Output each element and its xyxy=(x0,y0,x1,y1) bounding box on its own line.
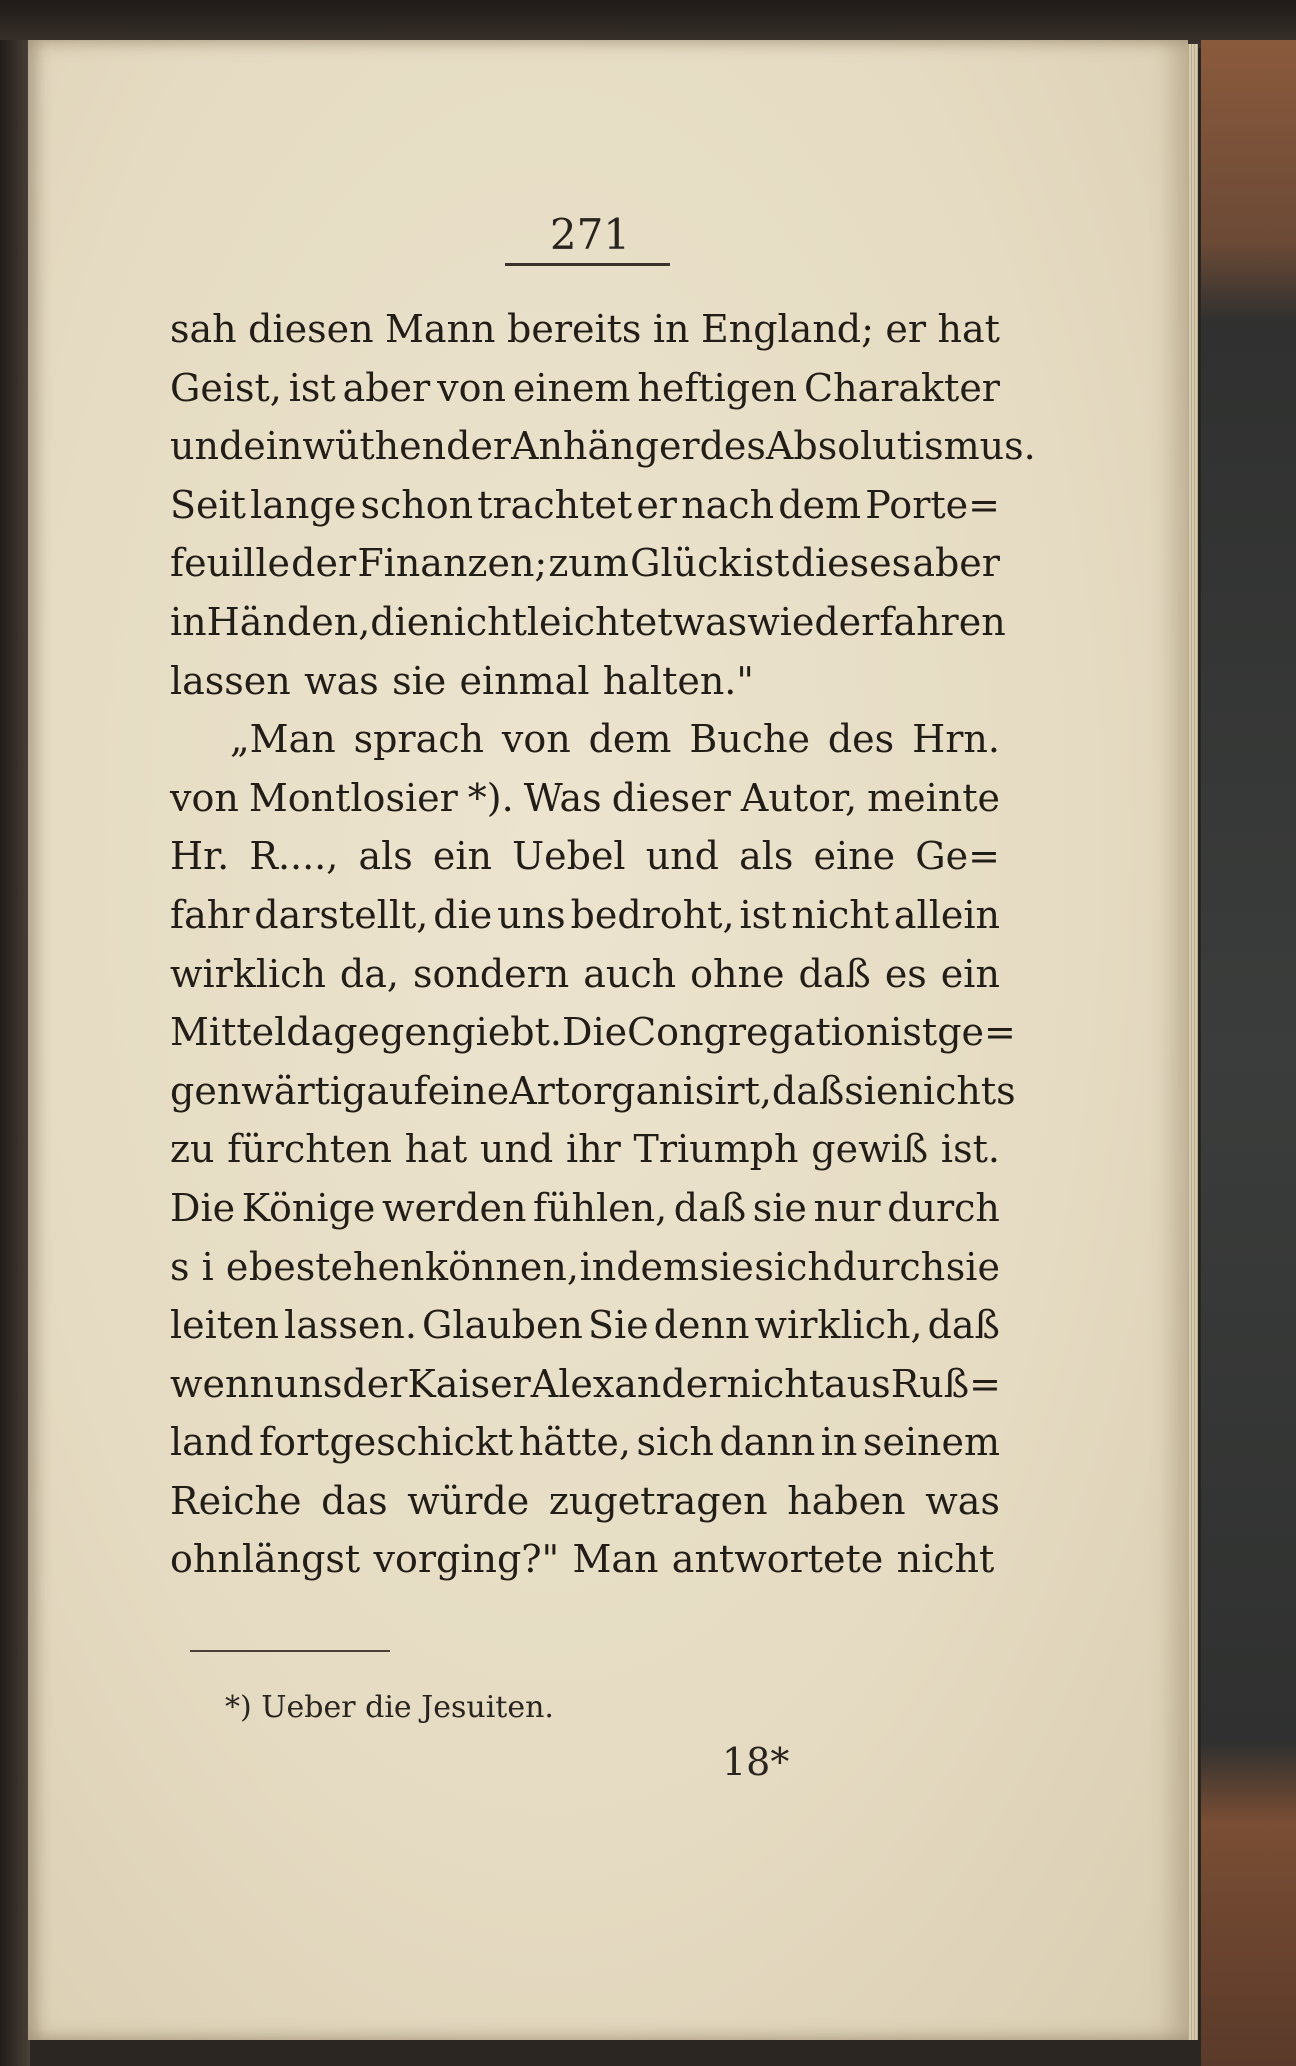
word: ist. xyxy=(940,1127,1000,1172)
word: Porte= xyxy=(865,482,1000,527)
word: sich xyxy=(754,1244,832,1289)
word: das xyxy=(321,1478,388,1523)
word: wirklich, xyxy=(754,1303,923,1348)
word: der xyxy=(342,1361,408,1406)
word: uns xyxy=(273,1361,343,1406)
word: antwortete xyxy=(671,1537,884,1582)
word: des xyxy=(699,424,766,469)
word: durch xyxy=(832,1244,946,1289)
word: aber xyxy=(912,541,1000,586)
word: da, xyxy=(339,951,399,996)
word: s i e xyxy=(170,1244,249,1289)
word: dem xyxy=(778,482,862,527)
word: England; xyxy=(700,307,874,351)
footnote-rule xyxy=(190,1650,390,1652)
word: ist xyxy=(739,892,787,937)
word: Montlosier xyxy=(248,775,458,820)
word: sie xyxy=(844,1068,899,1113)
word: zum xyxy=(548,541,629,586)
word: genwärtig xyxy=(170,1068,367,1113)
word: Händen, xyxy=(206,599,371,644)
signature-mark: 18* xyxy=(722,1740,790,1784)
word: Kaiser xyxy=(407,1361,531,1406)
word: indem xyxy=(579,1244,700,1289)
text-line xyxy=(170,593,1006,652)
word: halten." xyxy=(602,658,754,703)
word: sie xyxy=(945,1244,1000,1289)
text-line xyxy=(170,1179,1000,1238)
word: Anhänger xyxy=(511,424,700,469)
word: von xyxy=(437,365,506,410)
text-line xyxy=(170,476,1000,535)
word: schon xyxy=(360,482,474,527)
word: nicht xyxy=(429,599,527,644)
word: sie xyxy=(699,1244,754,1289)
word: wieder xyxy=(747,599,880,644)
text-line xyxy=(170,827,1000,886)
word: darstellt, xyxy=(254,892,429,937)
word: nicht xyxy=(726,1361,825,1406)
word: fortgeschickt xyxy=(259,1420,514,1465)
word: zugetragen xyxy=(548,1478,768,1523)
text-line xyxy=(170,1355,1000,1414)
text-line xyxy=(170,359,1000,418)
word: Was xyxy=(523,775,602,820)
word: heftigen xyxy=(637,365,798,410)
word: er xyxy=(636,482,677,527)
word: daß xyxy=(673,1185,747,1230)
word: leicht xyxy=(526,599,635,644)
word: Seit xyxy=(170,482,246,527)
word: daß xyxy=(927,1303,1000,1348)
word: durch xyxy=(887,1185,1000,1230)
word: ist xyxy=(742,541,790,586)
word: seinem xyxy=(862,1420,1000,1465)
word: vorging?" xyxy=(373,1537,560,1582)
word: dagegen xyxy=(286,1010,452,1055)
word: als xyxy=(739,834,794,879)
text-line xyxy=(170,652,1000,711)
word: daß xyxy=(798,951,871,996)
word: denn xyxy=(653,1303,750,1348)
word: Sie xyxy=(587,1303,649,1348)
word: Buche xyxy=(689,717,810,762)
word: der xyxy=(291,541,357,586)
word: wüthender xyxy=(302,424,512,469)
word: nicht xyxy=(791,892,889,937)
word: ein xyxy=(432,834,492,879)
word: einem xyxy=(512,365,631,410)
word: sondern xyxy=(412,951,570,996)
word: sprach xyxy=(353,717,485,762)
body-text xyxy=(170,300,1036,1589)
word: werden xyxy=(381,1185,527,1230)
word: Könige xyxy=(241,1185,376,1230)
word: sie xyxy=(392,658,447,703)
word: Congregation xyxy=(627,1010,891,1055)
word: *). xyxy=(467,775,514,820)
word: ohne xyxy=(690,951,785,996)
word: dann xyxy=(719,1420,816,1465)
word: ge= xyxy=(937,1010,1016,1055)
text-line xyxy=(170,534,1000,593)
word: Ge= xyxy=(915,834,1000,879)
word: auf xyxy=(366,1068,428,1113)
word: nicht xyxy=(896,1537,995,1582)
word: einmal xyxy=(459,658,590,703)
text-line xyxy=(170,1120,1000,1179)
word: aber xyxy=(342,365,431,410)
word: fühlen, xyxy=(533,1185,668,1230)
word: sah xyxy=(170,307,237,351)
text-line xyxy=(170,300,1000,359)
word: nach xyxy=(681,482,775,527)
word: leiten xyxy=(170,1303,280,1348)
word: ihr xyxy=(565,1127,621,1172)
word: ein xyxy=(940,951,1000,996)
word: in xyxy=(170,599,207,644)
word: ohnlängst xyxy=(170,1537,361,1582)
word: die xyxy=(370,599,430,644)
word: Hr. xyxy=(170,834,230,879)
word: ist xyxy=(288,365,336,410)
word: und xyxy=(170,424,244,469)
word: in xyxy=(652,307,690,351)
word: des xyxy=(827,717,895,762)
word: und xyxy=(479,1127,554,1172)
word: hat xyxy=(404,1127,468,1172)
word: was xyxy=(304,658,379,703)
word: Mann xyxy=(385,307,496,351)
word: trachtet xyxy=(477,482,633,527)
word: gewiß xyxy=(811,1127,929,1172)
word: Finanzen; xyxy=(357,541,548,586)
word: etwas xyxy=(634,599,748,644)
word: Triumph xyxy=(633,1127,799,1172)
word: bedroht, xyxy=(570,892,735,937)
word: daß xyxy=(771,1068,845,1113)
text-line xyxy=(170,1062,1016,1121)
word: sich xyxy=(636,1420,714,1465)
word: eine xyxy=(427,1068,510,1113)
text-line xyxy=(170,1413,1000,1472)
word: nur xyxy=(813,1185,881,1230)
word: Alexander xyxy=(530,1361,727,1406)
footnote: *) Ueber die Jesuiten. xyxy=(225,1690,554,1725)
word: hätte, xyxy=(518,1420,631,1465)
word: in xyxy=(820,1420,858,1465)
word: bereits xyxy=(507,307,642,351)
word: meinte xyxy=(867,775,1000,820)
text-line xyxy=(170,945,1000,1004)
word: giebt. xyxy=(451,1010,562,1055)
word: wirklich xyxy=(170,951,326,996)
text-line xyxy=(170,769,1000,828)
word: Ruß= xyxy=(890,1361,1001,1406)
word: uns xyxy=(497,892,566,937)
word: Charakter xyxy=(804,365,1000,410)
book-spine-left xyxy=(0,40,30,2066)
word: hat xyxy=(937,307,1000,351)
text-line xyxy=(170,1238,1000,1297)
word: von xyxy=(170,775,239,820)
text-line xyxy=(170,710,1000,769)
word: nichts xyxy=(898,1068,1016,1113)
word: Autor, xyxy=(740,775,858,820)
word: er xyxy=(885,307,927,351)
word: dem xyxy=(588,717,672,762)
word: dieses xyxy=(790,541,912,586)
word: fahren xyxy=(879,599,1006,644)
word: organisirt, xyxy=(570,1068,772,1113)
text-line xyxy=(170,1472,1000,1531)
word: lange xyxy=(250,482,357,527)
word: diesen xyxy=(248,307,374,351)
word: wenn xyxy=(170,1361,274,1406)
text-line xyxy=(170,1296,1000,1355)
word: Reiche xyxy=(170,1478,302,1523)
book-cover-right xyxy=(1201,40,1296,2066)
word: was xyxy=(925,1478,1000,1523)
word: bestehen xyxy=(248,1244,425,1289)
word: Absolutismus. xyxy=(765,424,1036,469)
word: allein xyxy=(893,892,1000,937)
word: Hrn. xyxy=(912,717,1000,762)
word: Glauben xyxy=(421,1303,583,1348)
word: auch xyxy=(583,951,677,996)
word: fürchten xyxy=(227,1127,392,1172)
word: ist xyxy=(890,1010,938,1055)
word: dieser xyxy=(611,775,731,820)
word: fahr xyxy=(170,892,250,937)
word: als xyxy=(358,834,413,879)
word: sie xyxy=(752,1185,807,1230)
text-line xyxy=(170,1530,1000,1589)
text-line xyxy=(170,886,1000,945)
word: aus xyxy=(824,1361,891,1406)
word: zu xyxy=(170,1127,215,1172)
word: Geist, xyxy=(170,365,282,410)
word: R...., xyxy=(249,834,339,879)
word: können, xyxy=(425,1244,579,1289)
word: die xyxy=(433,892,493,937)
word: haben xyxy=(787,1478,906,1523)
word: Man xyxy=(572,1537,659,1582)
word: und xyxy=(645,834,719,879)
word: feuille xyxy=(170,541,290,586)
word: Mittel xyxy=(170,1010,287,1055)
header-rule xyxy=(505,263,670,266)
word: ein xyxy=(243,424,303,469)
word: Die xyxy=(562,1010,628,1055)
word: würde xyxy=(407,1478,530,1523)
word: Art xyxy=(509,1068,571,1113)
page-number: 271 xyxy=(549,210,631,259)
word: „Man xyxy=(230,717,336,762)
word: Die xyxy=(170,1185,236,1230)
word: von xyxy=(501,717,571,762)
word: Uebel xyxy=(512,834,626,879)
word: lassen xyxy=(170,658,291,703)
text-line xyxy=(170,1003,1016,1062)
word: es xyxy=(884,951,927,996)
word: eine xyxy=(813,834,896,879)
word: Glück xyxy=(630,541,742,586)
text-line xyxy=(170,417,1036,476)
word: lassen. xyxy=(284,1303,417,1348)
word: land xyxy=(170,1420,254,1465)
